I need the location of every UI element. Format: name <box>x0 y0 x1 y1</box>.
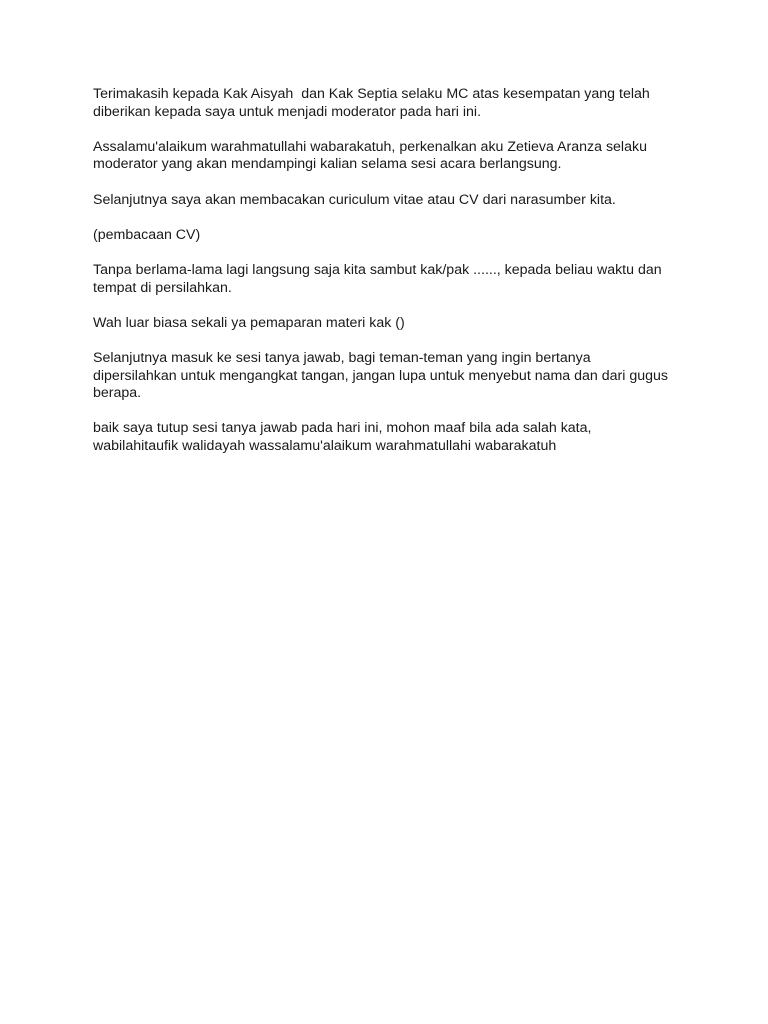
paragraph-appreciation <box>93 315 683 333</box>
paragraph-line: Assalamu'alaikum warahmatullahi wabarakatuh, perkenalkan aku Zetieva Aranza selaku <box>93 138 647 155</box>
paragraph-qa-session <box>93 350 683 403</box>
paragraph-line: Tanpa berlama-lama lagi langsung saja kita sambut kak/pak ......, kepada beliau waktu dan <box>93 261 662 278</box>
paragraph-cv-reading <box>93 227 683 245</box>
paragraph-welcome-speaker <box>93 262 683 297</box>
paragraph-line: wabilahitaufik walidayah wassalamu'alaikum warahmatullahi wabarakatuh <box>93 437 557 454</box>
paragraph-thanks <box>93 86 683 121</box>
paragraph-greeting <box>93 139 683 174</box>
paragraph-line: baik saya tutup sesi tanya jawab pada hari ini, mohon maaf bila ada salah kata, <box>93 420 592 437</box>
document-body <box>93 86 683 473</box>
paragraph-line: Selanjutnya masuk ke sesi tanya jawab, bagi teman-teman yang ingin bertanya <box>93 349 591 366</box>
paragraph-line: tempat di persilahkan. <box>93 279 232 296</box>
paragraph-line: Terimakasih kepada Kak Aisyah dan Kak Septia selaku MC atas kesempatan yang telah <box>93 86 650 102</box>
paragraph-line: moderator yang akan mendampingi kalian selama sesi acara berlangsung. <box>93 156 562 173</box>
paragraph-line: (pembacaan CV) <box>93 226 201 243</box>
paragraph-line: Wah luar biasa sekali ya pemaparan materi kak () <box>93 314 405 331</box>
paragraph-line: dipersilahkan untuk mengangkat tangan, jangan lupa untuk menyebut nama dan dari gugus <box>93 367 669 384</box>
paragraph-line: Selanjutnya saya akan membacakan curiculum vitae atau CV dari narasumber kita. <box>93 191 616 208</box>
paragraph-line: berapa. <box>93 385 142 402</box>
paragraph-closing <box>93 420 683 455</box>
paragraph-cv-intro <box>93 192 683 210</box>
paragraph-line: diberikan kepada saya untuk menjadi moderator pada hari ini. <box>93 103 482 120</box>
